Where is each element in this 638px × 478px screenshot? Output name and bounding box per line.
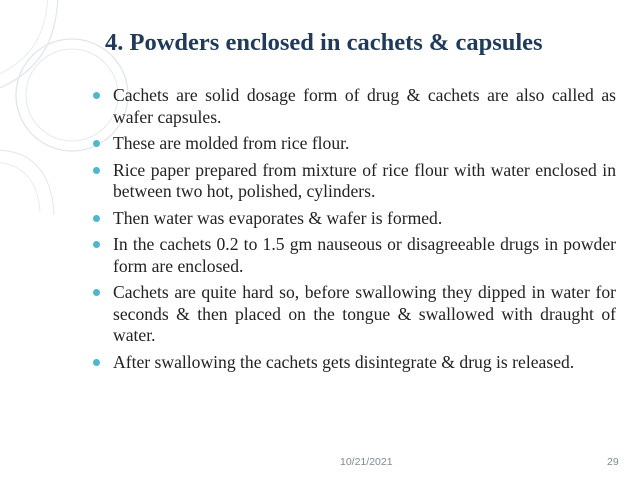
bullet-text: In the cachets 0.2 to 1.5 gm nauseous or disagreeable drugs in powder form are enclosed. xyxy=(113,234,616,276)
slide-title: 4. Powders enclosed in cachets & capsules xyxy=(105,29,543,56)
bullet-dot-icon xyxy=(93,289,100,296)
bullet-dot-icon xyxy=(93,359,100,366)
bullet-item xyxy=(93,133,616,155)
bullet-text: Cachets are solid dosage form of drug & cachets are also called as wafer capsules. xyxy=(113,85,616,127)
bullet-dot-icon xyxy=(93,140,100,147)
bullet-item xyxy=(93,352,616,374)
bullet-item xyxy=(93,234,616,277)
bullet-item xyxy=(93,282,616,347)
bullet-dot-icon xyxy=(93,167,100,174)
bullet-item xyxy=(93,160,616,203)
bullet-text: Then water was evaporates & wafer is formed. xyxy=(113,207,443,228)
bullet-dot-icon xyxy=(93,92,100,99)
bullet-dot-icon xyxy=(93,241,100,248)
bullet-text: Rice paper prepared from mixture of rice flour with water enclosed in between two hot, polished, cylinders. xyxy=(113,159,616,201)
bullet-item xyxy=(93,85,616,128)
decor-arc-upper xyxy=(0,0,58,90)
decor-arc-lower-inner xyxy=(0,162,40,212)
bullet-text: These are molded from rice flour. xyxy=(113,133,350,153)
footer-date: 10/21/2021 xyxy=(340,456,393,468)
page-number: 29 xyxy=(607,456,619,468)
decor-arc-lower xyxy=(0,150,54,215)
bullet-item xyxy=(93,208,616,230)
decor-arc-upper-inner xyxy=(0,0,48,76)
bullet-dot-icon xyxy=(93,215,100,222)
bullet-text: Cachets are quite hard so, before swallowing they dipped in water for seconds & then placed on the tongue & swallowed with draught of water. xyxy=(113,282,616,345)
bullet-text: After swallowing the cachets gets disintegrate & drug is released. xyxy=(113,351,575,372)
bullet-list xyxy=(93,85,616,378)
